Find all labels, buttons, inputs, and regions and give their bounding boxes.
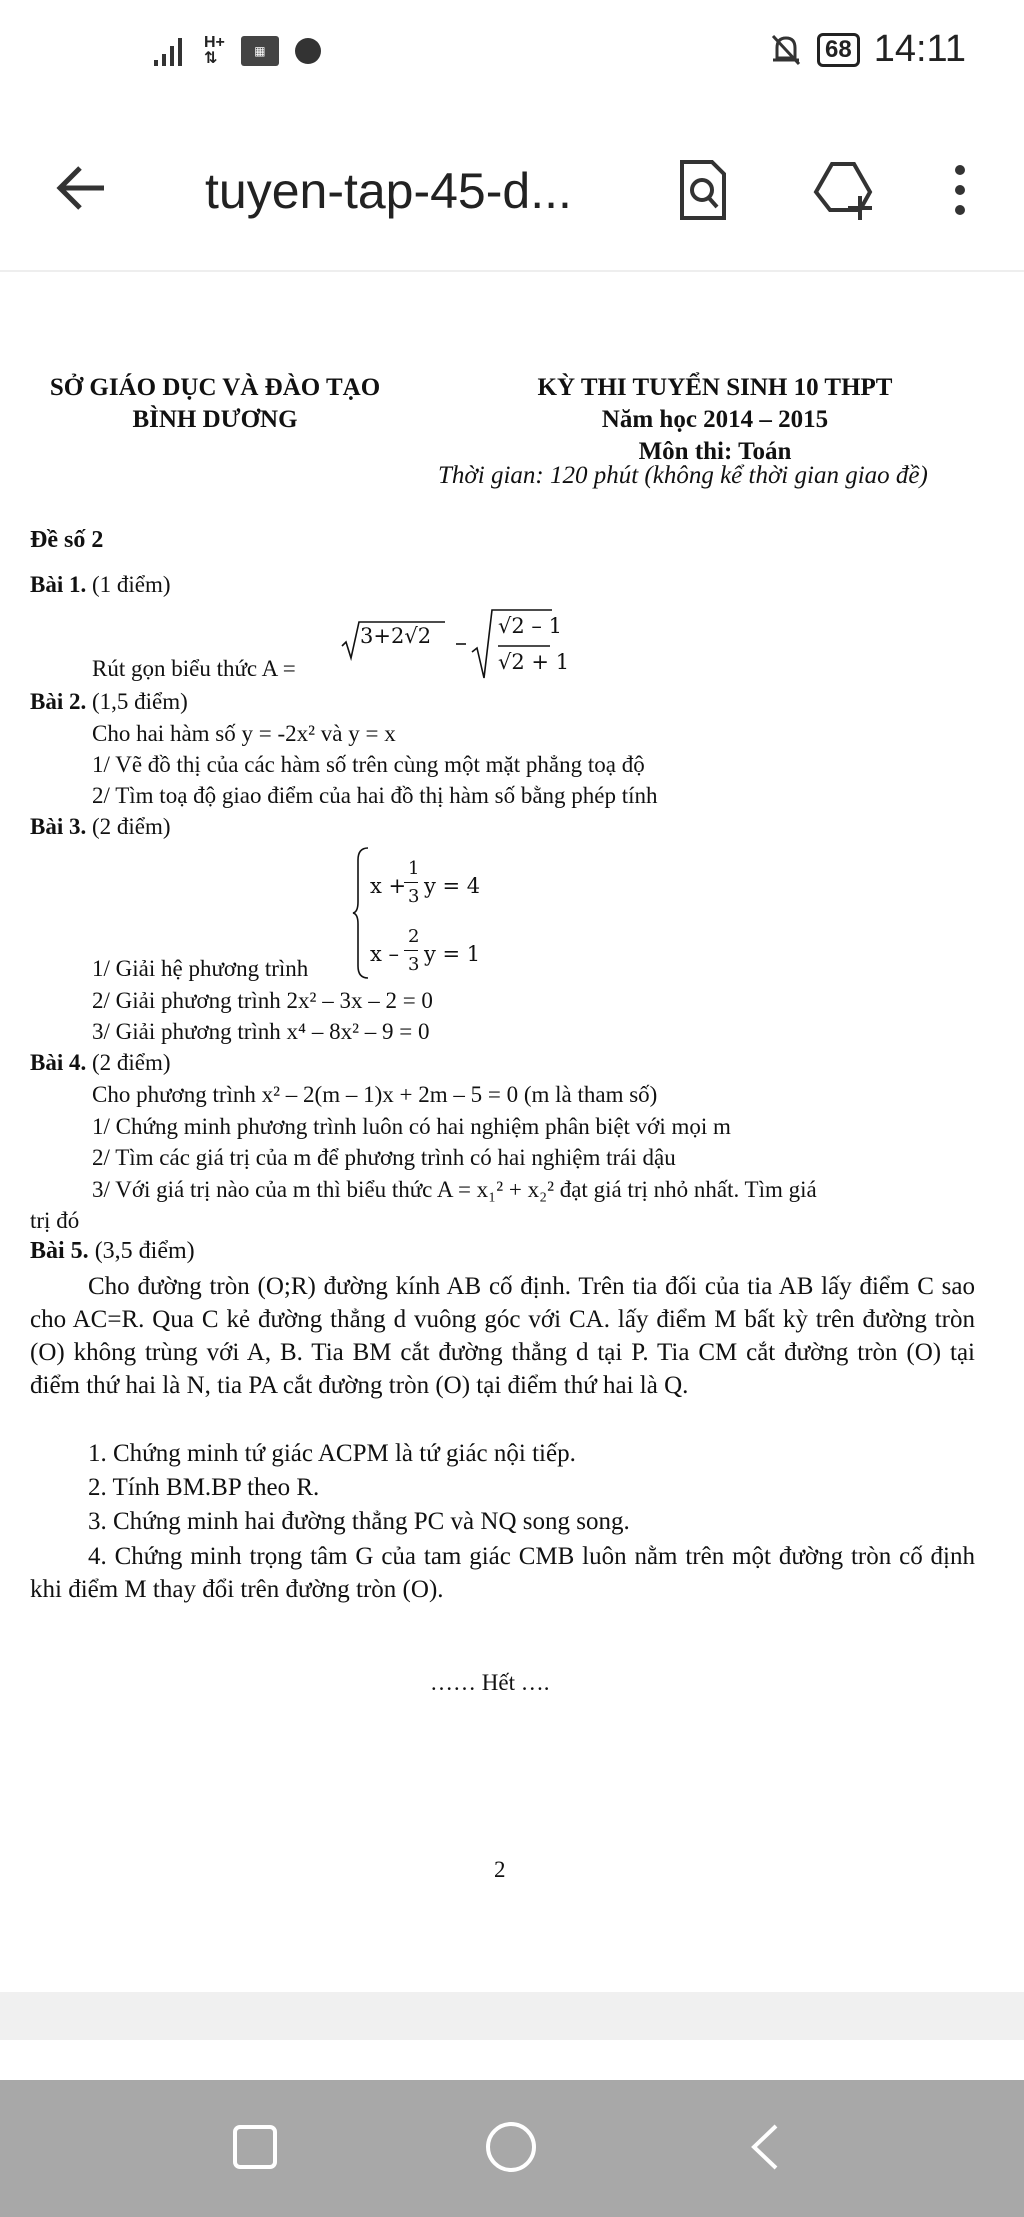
bai4-points: (2 điểm) [86,1050,171,1075]
bai4-line1: Cho phương trình x² – 2(m – 1)x + 2m – 5 = 0 (m là tham số) [92,1082,658,1107]
bai5-item1: 1. Chứng minh tứ giác ACPM là tứ giác nội tiếp. [88,1440,576,1467]
network-type-icon: H+ ⇅ [204,34,225,67]
bai5-heading [30,1238,195,1265]
school-year: Năm học 2014 – 2015 [601,406,829,433]
eq2-fraction-bar [404,950,418,951]
system-brace [352,846,372,980]
bai5-points: (3,5 điểm) [88,1238,195,1264]
status-left [152,34,321,68]
document-title: tuyen-tap-45-d... [205,163,572,219]
bai4-line2: 1/ Chứng minh phương trình luôn có hai nghiệm phân biệt với mọi m [92,1114,731,1139]
bai1-points: (1 điểm) [86,572,171,597]
bai5-title: Bài 5. [30,1238,89,1264]
department-name: SỞ GIÁO DỤC VÀ ĐÀO TẠO [49,374,381,401]
signal-icon [152,34,188,68]
end-marker: …… Hết …. [430,1670,550,1695]
bai5-paragraph: Cho đường tròn (O;R) đường kính AB cố định. Trên tia đối của tia AB lấy điểm C sao cho AC=R. Qua C kẻ đường thẳng d vuông góc với CA. lấy điểm M bất kỳ trên đường tròn (O) không trùng với A, B. Tia BM cắt đường thẳng d tại P. Tia CM cắt đường tròn (O) tại điểm thứ hai là N, tia PA cắt đường tròn (O) tại điểm thứ hai là Q. [30,1273,975,1399]
bai2-heading [30,689,188,715]
bai5-item4: 4. Chứng minh trọng tâm G của tam giác CMB luôn nằm trên một đường tròn cố định khi điểm M thay đổi trên đường tròn (O). [30,1543,975,1603]
bai4-line4: 3/ Với giá trị nào của m thì biểu thức A = x₁² + x₂² đạt giá trị nhỏ nhất. Tìm giá [92,1177,817,1202]
status-right [769,28,966,71]
status-bar [0,0,1024,110]
bai1-formula [340,602,570,682]
bai3-line2: 2/ Giải phương trình 2x² – 3x – 2 = 0 [92,988,433,1013]
bai1-question: Rút gọn biểu thức A = [92,656,296,681]
bai4-heading [30,1050,171,1076]
message-icon: ▦ [241,36,279,66]
eq2-denominator: 3 [408,954,420,975]
page-number: 2 [494,1857,506,1882]
bai2-line2: 1/ Vẽ đồ thị của các hàm số trên cùng một mặt phẳng toạ độ [92,752,645,777]
fraction-numerator: √2 – 1 [498,614,562,638]
page-gap [0,1992,1024,2040]
eq1-right: y = 4 [424,874,481,898]
eq1-fraction-bar [404,882,418,883]
exam-code: Đề số 2 [30,527,104,553]
equation-system [352,842,512,982]
time-note: Thời gian: 120 phút (không kể thời gian giao đề) [438,462,928,489]
bai2-line3: 2/ Tìm toạ độ giao điểm của hai đồ thị hàm số bằng phép tính [92,783,658,808]
add-to-drive-icon[interactable] [810,158,880,222]
document-page[interactable] [0,272,1024,1992]
bai3-line3: 3/ Giải phương trình x⁴ – 8x² – 9 = 0 [92,1019,430,1044]
fraction-denominator: √2 + 1 [498,650,570,674]
more-options-icon[interactable] [945,158,975,222]
home-icon[interactable] [484,2120,538,2174]
back-arrow-icon[interactable] [52,158,112,218]
bai1-title: Bài 1. [30,572,87,597]
bai3-line1: 1/ Giải hệ phương trình [92,956,309,981]
bai4-title: Bài 4. [30,1050,87,1075]
recent-apps-icon[interactable] [232,2124,278,2170]
eq1-left: x + [370,874,407,898]
bai5-item3: 3. Chứng minh hai đường thẳng PC và NQ song song. [88,1508,630,1535]
bai3-points: (2 điểm) [86,814,171,839]
subject: Môn thi: Toán [638,438,792,465]
eq1-denominator: 3 [408,886,420,907]
bai1-heading [30,572,171,598]
bai2-points: (1,5 điểm) [86,689,188,714]
header-left [30,372,400,436]
eq2-left: x – [370,942,400,966]
exam-name: KỲ THI TUYỂN SINH 10 THPT [537,374,893,401]
back-nav-icon[interactable] [748,2122,782,2172]
mute-bell-icon [769,32,803,68]
header-right [440,372,990,468]
bai4-line5: trị đó [30,1208,80,1233]
bai3-title: Bài 3. [30,814,87,839]
navigation-bar [0,2080,1024,2217]
bai2-line1: Cho hai hàm số y = -2x² và y = x [92,721,396,746]
bai5-item2: 2. Tính BM.BP theo R. [88,1474,320,1501]
sqrt-radicand: 3+2√2 [360,624,432,648]
search-in-document-icon[interactable] [672,158,732,222]
eq2-numerator: 2 [408,926,420,947]
eq2-right: y = 1 [424,942,481,966]
bai4-line3: 2/ Tìm các giá trị của m để phương trình có hai nghiệm trái dậu [92,1145,676,1170]
eq1-numerator: 1 [408,858,420,879]
bai3-heading [30,814,171,840]
notification-dot-icon [295,38,321,64]
clock: 14:11 [873,28,966,70]
province-name: BÌNH DƯƠNG [132,406,298,433]
bai2-title: Bài 2. [30,689,87,714]
app-bar [0,110,1024,273]
battery-indicator: 68 [817,33,860,67]
